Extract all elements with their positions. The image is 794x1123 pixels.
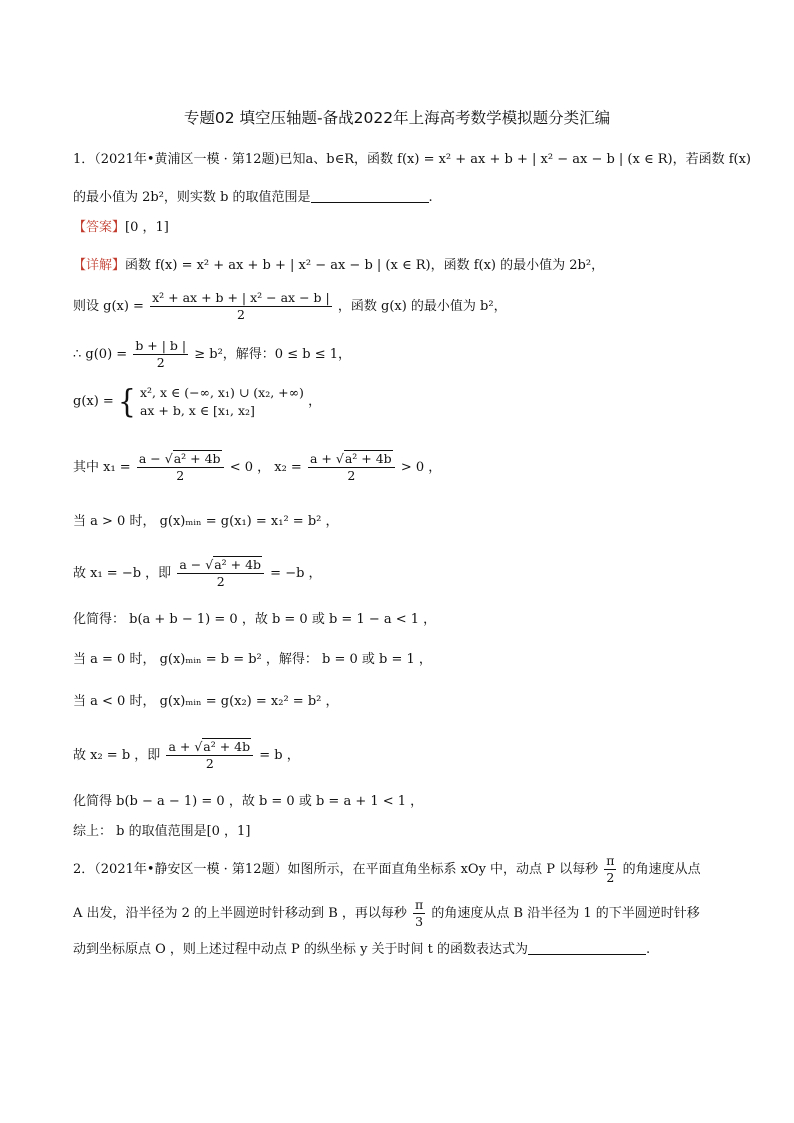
q2-frac-2-den: 3 [415, 914, 424, 929]
piece-end: ， [308, 394, 322, 409]
g0-den: 2 [156, 355, 165, 370]
case1b-prefix: 故 x₁ = −b ，即 [73, 566, 172, 581]
root1-den: 2 [176, 468, 185, 483]
case3b-prefix: 故 x₂ = b ，即 [73, 748, 161, 763]
root1-num-a: a − [138, 451, 161, 466]
q2-line3-text: 动到坐标原点 O ，则上述过程中动点 P 的纵坐标 y 关于时间 t 的函数表达式为 [73, 942, 529, 957]
q1-summary: 综上： b 的取值范围是[0 ，1] [73, 824, 251, 839]
g0-fraction [133, 338, 188, 371]
root1-sqrt: a² + 4b [173, 451, 221, 466]
q1-case3: 当 a < 0 时， g(x)ₘᵢₙ = g(x₂) = x₂² = b² ， [73, 694, 339, 709]
g0-prefix: ∴ g(0) = [73, 347, 128, 362]
case1b-sqrt: a² + 4b [214, 557, 262, 572]
let-prefix: 则设 g(x) = [73, 299, 144, 314]
q1-case3c: 化简得 b(b − a − 1) = 0 ，故 b = 0 或 b = a + 1 < 1 ， [73, 794, 424, 809]
q2-line1-suffix: 的角速度从点 [622, 862, 701, 877]
case3b-sqrt: a² + 4b [203, 739, 251, 754]
case3b-suffix: = b ， [259, 748, 300, 763]
q2-line2-suffix: 的角速度从点 B 沿半径为 1 的下半圆逆时针移 [431, 906, 700, 921]
root2-num-a: a + [309, 451, 332, 466]
q1-line2-text: 的最小值为 2b²，则实数 b 的取值范围是 [73, 190, 311, 205]
q2-frac-1 [604, 853, 616, 886]
q1-answer [73, 218, 734, 238]
q2-line2-prefix: A 出发，沿半径为 2 的上半圆逆时针移动到 B ，再以每秒 [73, 906, 407, 921]
let-den: 2 [236, 307, 245, 322]
q2-frac-1-den: 2 [606, 870, 615, 885]
case3b-fraction: $\frac{\text{a + √a² + 4b}}{2}$ [166, 739, 253, 772]
g0-suffix: ≥ b²，解得：0 ≤ b ≤ 1， [194, 347, 351, 362]
q2-line3-end: . [646, 942, 651, 957]
q1-piecewise [73, 382, 734, 422]
case1b-den: 2 [216, 574, 225, 589]
roots-prefix: 其中 x₁ = [73, 460, 131, 475]
answer-label: 【答案】 [73, 220, 126, 235]
q1-roots [73, 450, 734, 486]
piece-cases [140, 384, 304, 420]
q2-frac-2 [413, 897, 425, 930]
case1b-num-a: a − [179, 557, 202, 572]
piece-lhs: g(x) = [73, 394, 114, 409]
q1-case3b [73, 738, 734, 774]
case3b-num-a: a + [168, 739, 191, 754]
q1-line1: 1．（2021年•黄浦区一模 · 第12题)已知a、b∈R，函数 f(x) = x² + ax + b + | x² − ax − b | (x ∈ R)，若函数 f(x) [73, 152, 751, 167]
q1-case1c: 化简得： b(a + b − 1) = 0 ，故 b = 0 或 b = 1 − a < 1 ， [73, 612, 437, 627]
q2-line2 [73, 896, 734, 932]
detail-label: 【详解】 [73, 258, 126, 273]
q2-answer-blank [528, 941, 646, 955]
q2-frac-1-num: π [606, 853, 615, 868]
q1-case1b [73, 556, 734, 592]
let-fraction [150, 290, 332, 323]
case3b-den: 2 [205, 756, 214, 771]
q2-line3 [73, 940, 734, 960]
answer-blank [311, 189, 429, 203]
answer-value: [0 ，1] [125, 220, 169, 235]
q1-line2-end: . [428, 190, 433, 205]
q1-case1: 当 a > 0 时， g(x)ₘᵢₙ = g(x₁) = x₁² = b² ， [73, 514, 339, 529]
detail-text: 函数 f(x) = x² + ax + b + | x² − ax − b | (x ∈ R)，函数 f(x) 的最小值为 2b²， [125, 258, 605, 273]
let-num: x² + ax + b + | x² − ax − b | [152, 290, 330, 305]
root2-den: 2 [347, 468, 356, 483]
q1-case2: 当 a = 0 时， g(x)ₘᵢₙ = b = b² ，解得： b = 0 或 b = 1 ， [73, 652, 432, 667]
root2-suffix: > 0 ， [400, 460, 442, 475]
page-title: 专题02 填空压轴题-备战2022年上海高考数学模拟题分类汇编 [183, 109, 611, 127]
q1-detail [73, 256, 734, 276]
root2-fraction: $\frac{\text{a + √a² + 4b}}{2}$ [308, 451, 395, 484]
root1-suffix: < 0 ， x₂ = [229, 460, 302, 475]
q1-line2 [73, 188, 734, 208]
case1b-fraction: $\frac{\text{a − √a² + 4b}}{2}$ [177, 557, 264, 590]
case1b-suffix: = −b ， [270, 566, 322, 581]
piece-2: ax + b, x ∈ [x₁, x₂] [139, 402, 255, 418]
q1-let-line [73, 290, 734, 324]
g0-num: b + | b | [135, 338, 187, 353]
root1-fraction: $\frac{\text{a − √a² + 4b}}{2}$ [137, 451, 224, 484]
q2-frac-2-num: π [415, 897, 424, 912]
root2-sqrt: a² + 4b [344, 451, 392, 466]
q2-line1 [73, 852, 734, 888]
piece-brace: { [117, 381, 136, 420]
q1-g0-line [73, 338, 734, 372]
q2-line1-prefix: 2．（2021年•静安区一模 · 第12题）如图所示，在平面直角坐标系 xOy 中，动点 P 以每秒 [73, 862, 599, 877]
let-suffix: ，函数 g(x) 的最小值为 b²， [337, 299, 507, 314]
piece-1: x², x ∈ (−∞, x₁) ∪ (x₂, +∞) [139, 384, 304, 400]
